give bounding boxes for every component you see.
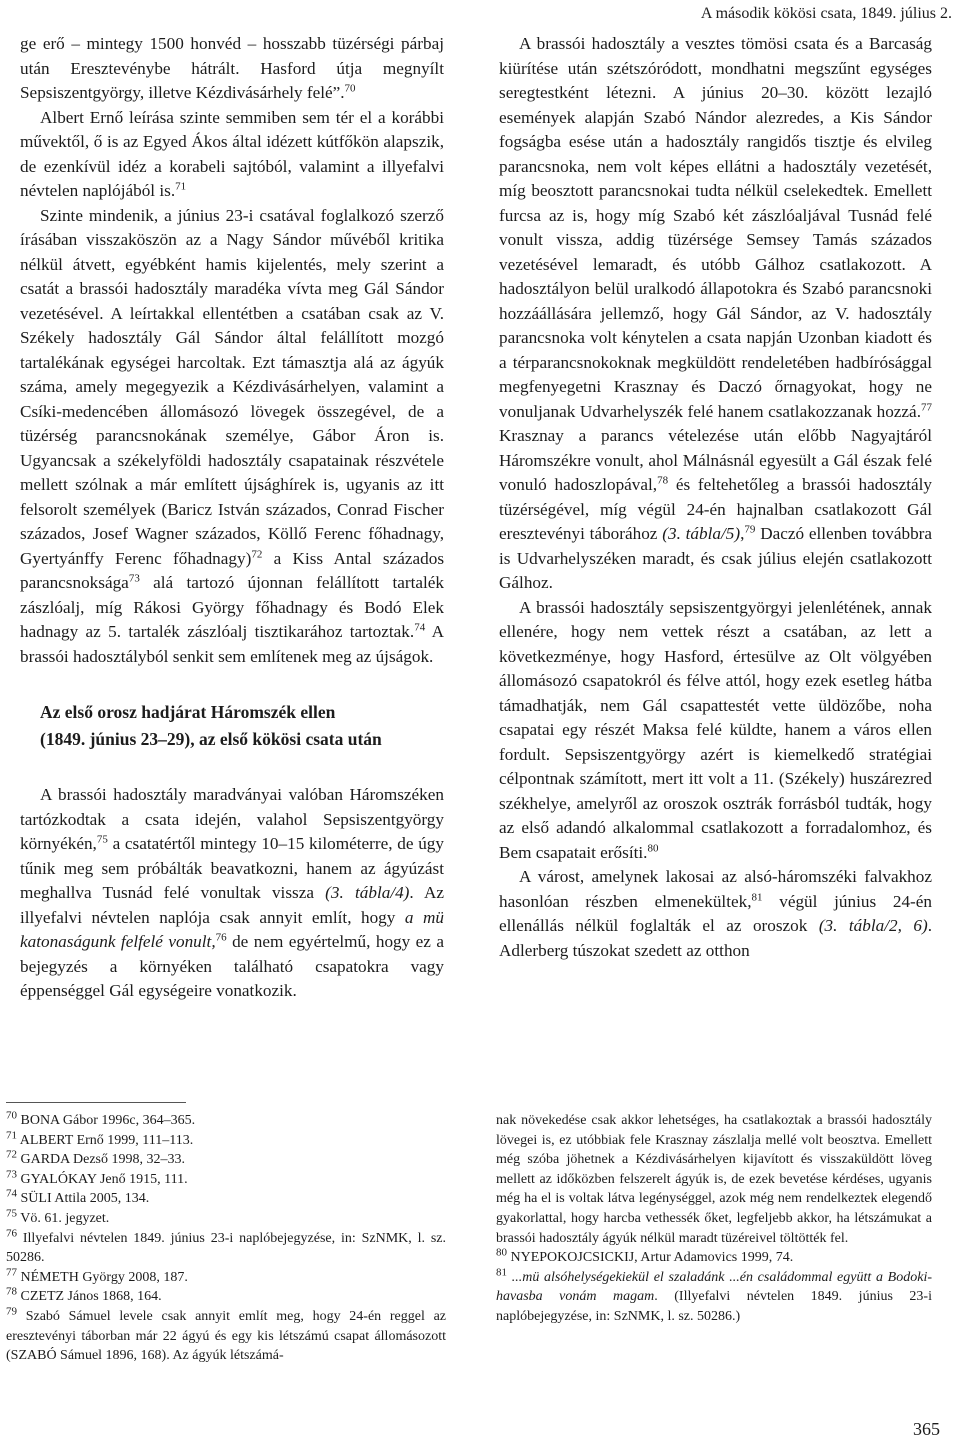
- footnote: $^{76}$ Illyefalvi névtelen 1849. június 23-i naplóbejegyzése, in: SzNMK, l. sz. 50286.: [6, 1226, 447, 1266]
- footnote: $^{81}$ ...mü alsóhelységekiekül el szaladánk ...én családommal együtt a Bodoki-havasba vonám magam. (Illyefalvi névtelen 1849. június 23-i naplóbejegyzése, in: SzNMK, l. sz. 50286.): [496, 1266, 932, 1324]
- footnote-ref[interactable]: 78: [657, 474, 669, 487]
- section-heading: Az első orosz hadjárat Háromszék ellen (1849. június 23–29), az első kökösi csata után: [40, 702, 382, 749]
- figure-ref[interactable]: (3. tábla/5): [662, 524, 741, 543]
- footnote-ref[interactable]: 74: [414, 621, 426, 634]
- footnote-ref[interactable]: 73: [128, 572, 140, 585]
- footnote-ref[interactable]: 72: [251, 547, 263, 560]
- footnote-ref[interactable]: 75: [96, 833, 108, 846]
- footnote: $^{70}$ BONA Gábor 1996c, 364–365.: [6, 1109, 196, 1128]
- right-column: [499, 32, 932, 963]
- paragraph: A brassói hadosztály sepsiszentgyörgyi jelenlétének, annak ellenére, hogy nem vettek részt a csatában, az lett a következménye, hogy Hasford, értesülve az Olt völgyében állomásozó csapatokról és félve attól, hogy ezek esetleg hátba támadhatják, nem Gál csapattestét vette üldözőbe, noha csapatai egy részét Maksa felé küldte, hanem a város ellen fordult. Sepsiszentgyörgy azért is kiemelkedő stratégiai célpontnak számított, mert itt volt a 11. (Székely) huszárezred székhelye, amelyről az oroszok osztrák forrásból tudták, hogy az első adandó alkalommal csatlakozott a forradalomhoz, és Bem csapatait erősíti.$^{80}$: [499, 597, 932, 862]
- footnote-ref[interactable]: 71: [175, 180, 187, 193]
- footnote: $^{72}$ GARDA Dezső 1998, 32–33.: [6, 1148, 185, 1168]
- footnote-ref[interactable]: 79: [744, 523, 756, 536]
- left-column: [20, 32, 444, 1004]
- footnote-ref[interactable]: 77: [921, 400, 932, 413]
- paragraph: Albert Ernő leírása szinte semmiben sem tér el a korábbi művektől, ő is az Egyed Ákos által idézett kútfőkön alapszik, de ezenkívül idéz a korabeli sajtóból, valamint a illyefalvi névtelen naplójából is.$^{71}$: [20, 107, 444, 200]
- footnote: $^{79}$ Szabó Sámuel levele csak annyit említ meg, hogy 24-én reggel az eresztevényi táborban már 22 ágyú és egy kis létszámú csapat állomásozott (SZABÓ Sámuel 1896, 168). Az ágyúk létszámá-: [6, 1305, 447, 1364]
- footnote-ref[interactable]: 70: [344, 82, 356, 95]
- figure-ref[interactable]: (3. tábla/2, 6): [818, 916, 928, 935]
- footnote: $^{75}$ Vö. 61. jegyzet.: [6, 1207, 110, 1226]
- footnotes-left: [6, 1111, 446, 1366]
- footnote-ref[interactable]: 81: [751, 890, 763, 903]
- paragraph: A várost, amelynek lakosai az alsó-háromszéki falvakhoz hasonlóan részben elmenekültek,$^{81}$ végül június 24-én ellenállás nélkül foglalták el az oroszok (3. tábla/2, 6). Adlerberg túszokat szedett az otthon: [499, 867, 932, 960]
- footnote-ref[interactable]: 76: [215, 931, 227, 944]
- paragraph: A brassói hadosztály maradványai valóban Háromszéken tartózkodtak a csata idején, valahol Sepsiszentgyörgy környékén,$^{75}$ a csatatértől mintegy 10–15 kilométerre, de úgy tűnik meg sem próbálták beavatkozni, hanem az ágyúzást meghallva Tusnád felé vonultak vissza (3. tábla/4). Az illyefalvi névtelen naplója csak annyit említ, hogy a mü katonaságunk felfelé vonult,$^{76}$ de nem egyértelmű, hogy ez a bejegyzés a környéken található csapatokra vagy éppenséggel Gál egységeire vonatkozik.: [20, 785, 445, 1000]
- paragraph: A brassói hadosztály a vesztes tömösi csata és a Barcaság kiürítése után szétszóródott, mondhatni megszűnt egységes seregtestként létezni. A június 20–30. között lezajló események alapján Szabó Nándor alezredes, a Kis Sándor fogságba esése után a hadosztály rangidős tisztje és elvileg parancsnoka, nem volt képes ellátni a hadosztály vezetését, míg beosztott parancsnokai tudta nélkül cselekedtek. Emellett furcsa az is, hogy míg Szabó két zászlóaljával Tusnád felé vonult vissza, addig tüzérsége Semsey Tamás százados vezetésével lemaradt, és utóbb Gálhoz csatlakozott. A hadosztályon belül uralkodó állapotokra és Szabó parancsnoki hozzáállására jellemző, hogy Gál Sándor, az V. hadosztály parancsnoka volt kénytelen a csata napján Uzonban kiadott és a térparancsnokoknak megküldött rendeletében hadbírósággal megfenyegetni Krasznay és Daczó őrnagyokat, hogy ne vonuljanak Udvarhelyszék felé hanem csatlakozzanak hozzá.$^{77}$ Krasznay a parancs vételezése után előbb Nagyajtáról Háromszékre vonult, ahol Málnásnál egyesült a Gál észak felé vonuló hadoszlopával,$^{78}$ és feltehetőleg a brassói hadosztály tüzérségével, míg végül 24-én hajnalban csatlakozott Gál eresztevényi táborához (3. tábla/5),$^{79}$ Daczó ellenben továbbra is Udvarhelyszéken maradt, és csak július elején csatlakozott Gálhoz.: [499, 34, 933, 592]
- footnote: $^{80}$ NYEPOKOJCSICKIJ, Artur Adamovics 1999, 74.: [496, 1246, 794, 1266]
- footnote-ref[interactable]: 80: [647, 841, 659, 854]
- page-number: 365: [913, 1419, 940, 1439]
- footnote: $^{73}$ GYALÓKAY Jenő 1915, 111.: [6, 1168, 188, 1187]
- footnote: $^{77}$ NÉMETH György 2008, 187.: [6, 1266, 188, 1285]
- paragraph: ge erő – mintegy 1500 honvéd – hosszabb tüzérségi párbaj után Eresztevénybe hátrált. Hasford útja megnyílt Sepsiszentgyörgy, illetve Kézdivásárhely felé”.$^{70}$: [20, 34, 444, 102]
- footnote: $^{71}$ ALBERT Ernő 1999, 111–113.: [6, 1128, 194, 1148]
- footnote-divider: [6, 1102, 186, 1103]
- paragraph: Szinte mindenik, a június 23-i csatával foglalkozó szerző írásában visszaköszön az a Nagy Sándor művéből kritika nélkül átvett, egyébként hamis kijelentés, mely szerint a csatát a brassói hadosztály maradéka vívta meg Gál Sándor vezetésével. A leírtakkal ellentétben a csatában csak az V. Székely hadosztály Gál Sándor által felállított mozgó tartalékának egységei harcoltak. Ezt támasztja alá az ágyúk száma, amely megegyezik a Kézdivásárhelyen, valamint a Csíki-medencében állomásozó lövegek összegével, de a tüzérség parancsnokának személye, Gábor Áron is. Ugyancsak a székelyföldi hadosztály csapatainak részvétele mellett szólnak a már említett újsághírek is, ugyanis az itt felsorolt személyek (Baricz István százados, Conrad Fischer százados, Josef Wagner százados, Köllő Ferenc főhadnagy, Gyertyánffy Ferenc főhadnagy)$^{72}$ a Kiss Antal százados parancsnoksága$^{73}$ alá tartozó újonnan felállított tartalék zászlóalj, míg Rákosi György főhadnagy és Bodó Elek hadnagy az 5. tartalék zászlóalj tisztikarához tartoztak.$^{74}$ A brassói hadosztályból senkit sem említenek meg az újságok.: [20, 205, 445, 666]
- running-header: A második kökösi csata, 1849. július 2.: [700, 5, 952, 22]
- figure-ref[interactable]: (3. tábla/4): [325, 883, 410, 902]
- footnote-continuation: nak növekedése csak akkor lehetséges, ha csatlakoztak a brassói hadosztály lövegei is, ez utóbbiak fele Krasznay zászlalja mellé volt beosztva. Emellett még szóba jöhetnek a Kézdivásárhelyen kijavított és visszaküldött löveg mellett az időközben felszerelt ágyúk is, de ezek bevetése kérdéses, ugyanis még ha el is voltak látva legénységgel, azok még nem rendelkeztek elegendő gyakorlattal, hogy harcba vethessék őket, legfeljebb akkor, ha létszámukat a brassói hadosztály ágyúk nélkül maradt tüzéreivel töltötték fel.: [496, 1113, 932, 1246]
- footnote: $^{78}$ CZETZ János 1868, 164.: [6, 1285, 162, 1305]
- footnotes-right: [496, 1111, 932, 1327]
- footnote: $^{74}$ SÜLI Attila 2005, 134.: [6, 1187, 150, 1207]
